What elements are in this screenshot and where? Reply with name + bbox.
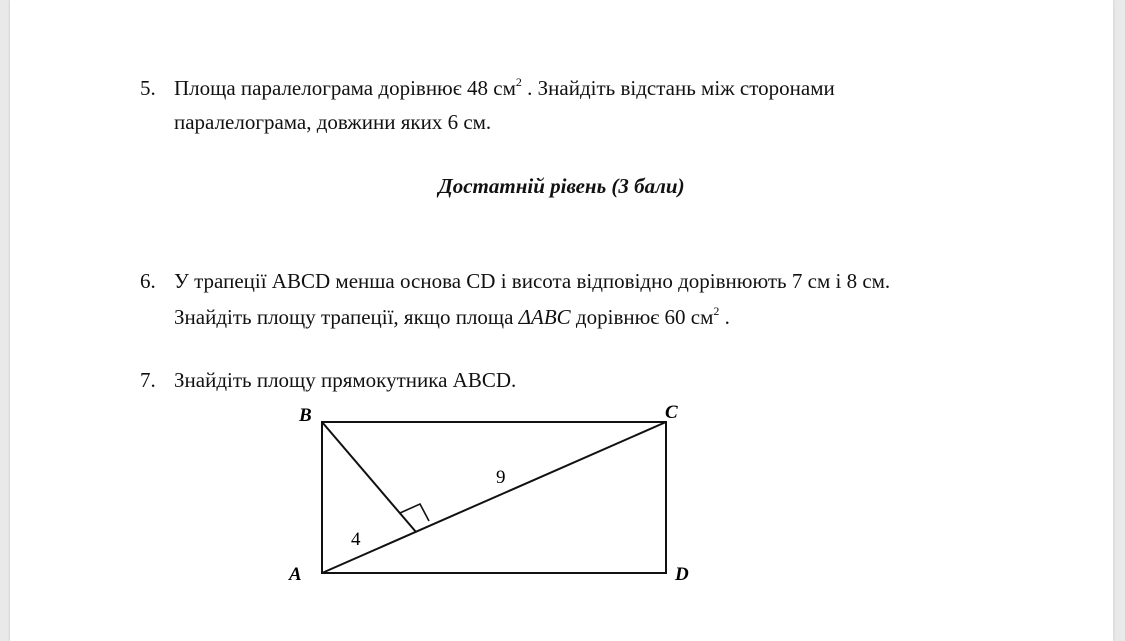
problem-5-text-b: . Знайдіть відстань між сторонами [521,76,835,100]
section-heading: Достатній рівень (3 бали) [438,174,685,198]
triangle-abc-notation: ΔABC [518,305,571,329]
rectangle-figure [10,0,1113,641]
problem-6-number: 6. [140,269,156,293]
vertex-label-c: C [665,402,678,423]
segment-label-9: 9 [496,467,506,488]
problem-5-line-2: паралелограма, довжини яких 6 см. [174,110,492,134]
vertex-label-a: A [289,564,302,585]
problem-6-text-b: дорівнює 60 см [570,305,714,329]
problem-6-superscript: 2 [713,304,720,318]
vertex-label-d: D [675,564,689,585]
document-page [10,0,1113,641]
problem-6-text-a: Знайдіть площу трапеції, якщо площа [174,305,519,329]
problem-5-number: 5. [140,76,156,100]
problem-6-line-1: У трапеції ABCD менша основа CD і висота відповідно дорівнюють 7 см і 8 см. [174,269,891,293]
vertex-label-b: B [299,405,312,426]
segment-label-4: 4 [351,529,361,550]
problem-5-text-a: Площа паралелограма дорівнює 48 см [174,76,516,100]
problem-6-text-c: . [719,305,730,329]
perpendicular-from-b [322,422,416,532]
problem-7-line-1: Знайдіть площу прямокутника ABCD. [174,368,517,392]
diagonal-ac [322,422,666,573]
problem-5-superscript: 2 [515,75,522,89]
problem-7-number: 7. [140,368,156,392]
